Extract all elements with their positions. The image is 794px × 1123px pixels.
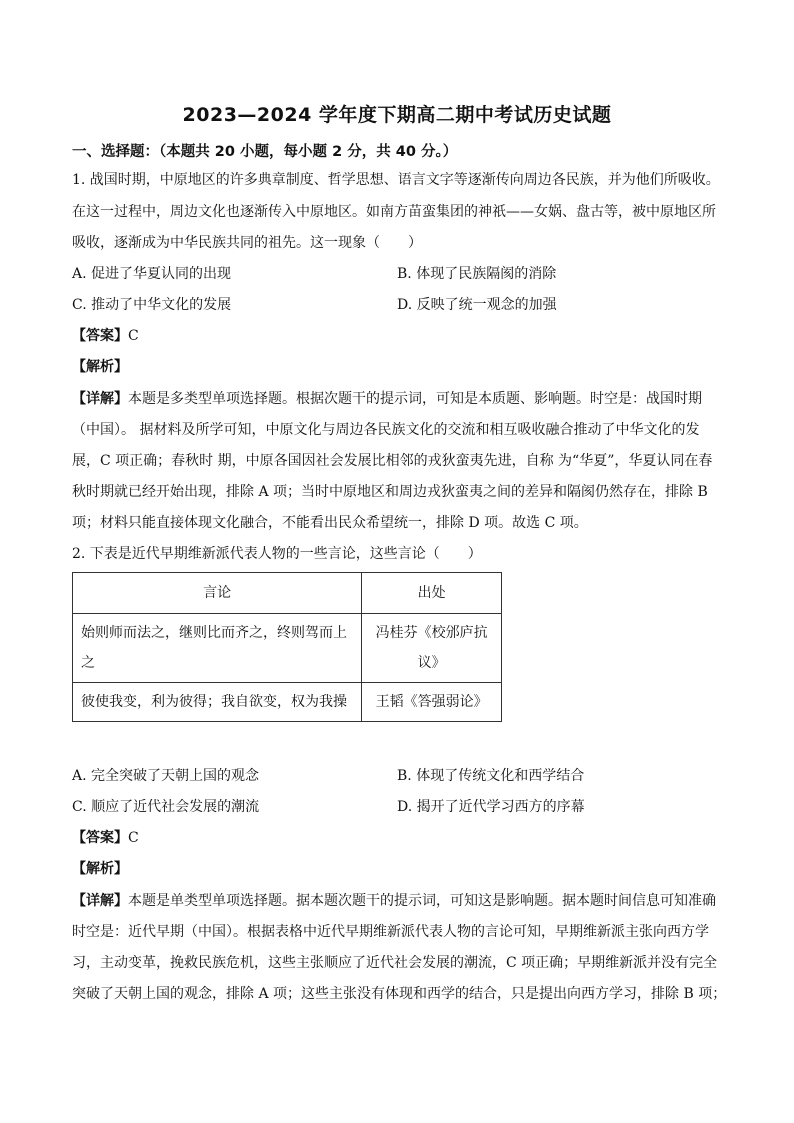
table-cell-quote: 彼使我变，利为彼得；我自欲变，权为我操: [73, 683, 362, 722]
q1-option-a: A. 促进了华夏认同的出现: [72, 266, 232, 282]
q1-stem-line-1: 1. 战国时期，中原地区的许多典章制度、哲学思想、语言文字等逐渐传向周边各民族，并为他们所吸收。: [72, 172, 720, 188]
q1-answer: [72, 326, 139, 346]
table-row: [73, 683, 502, 722]
section-heading: 一、选择题：（本题共 20 小题，每小题 2 分，共 40 分。）: [72, 144, 458, 160]
q2-detail-line-1: 【详解】本题是单类型单项选择题。据本题次题干的提示词，可知这是影响题。据本题时间信息可知准确: [72, 893, 716, 909]
q2-answer-value: C: [128, 830, 139, 846]
page-title: 2023—2024 学年度下期高二期中考试历史试题: [182, 104, 612, 126]
q1-stem-line-2: 在这一过程中，周边文化也逐渐传入中原地区。如南方苗蛮集团的神祇——女娲、盘古等，被中原地区所: [72, 204, 716, 220]
q1-answer-value: C: [128, 328, 139, 344]
table-cell-quote: 始则师而法之，继则比而齐之，终则驾而上之: [73, 614, 362, 683]
q2-option-c: C. 顺应了近代社会发展的潮流: [72, 799, 260, 815]
q1-answer-label: 【答案】: [72, 328, 128, 344]
table-cell-source: 冯桂芬《校邠庐抗议》: [362, 614, 502, 683]
q1-option-d: D. 反映了统一观念的加强: [397, 297, 557, 313]
q1-detail-line-5: 项；材料只能直接体现文化融合，不能看出民众希望统一，排除 D 项。故选 C 项。: [72, 515, 588, 531]
q2-option-a: A. 完全突破了天朝上国的观念: [72, 768, 260, 784]
table-header-quote: 言论: [73, 573, 362, 614]
q2-answer-label: 【答案】: [72, 830, 128, 846]
q1-detail-line-2: （中国）。 据材料及所学可知，中原文化与周边各民族文化的交流和相互吸收融合推动了中华文化的发: [72, 422, 700, 438]
q2-analysis-label: 【解析】: [72, 861, 128, 877]
q1-detail-line-3: 展，C 项正确；春秋时 期，中原各国因社会发展比相邻的戎狄蛮夷先进，自称 为“华夏”，华夏认同在春: [72, 453, 713, 469]
q1-option-c: C. 推动了中华文化的发展: [72, 297, 232, 313]
q2-stem: 2. 下表是近代早期维新派代表人物的一些言论，这些言论（ ）: [72, 546, 482, 562]
table-header-row: [73, 573, 502, 614]
q2-detail-line-3: 习，主动变革，挽救民族危机，这些主张顺应了近代社会发展的潮流，C 项正确；早期维新派并没有完全: [72, 955, 718, 971]
q2-option-d: D. 揭开了近代学习西方的序幕: [397, 799, 585, 815]
q1-option-b: B. 体现了民族隔阂的消除: [397, 266, 557, 282]
table-cell-source: 王韬《答强弱论》: [362, 683, 502, 722]
q1-detail-line-1: 【详解】本题是多类型单项选择题。根据次题干的提示词，可知是本质题、影响题。时空是：战国时期: [72, 391, 702, 407]
q1-analysis-label: 【解析】: [72, 359, 128, 375]
table-row: [73, 614, 502, 683]
q2-detail-label: 【详解】: [72, 893, 128, 909]
q1-stem-line-3: 吸收，逐渐成为中华民族共同的祖先。这一现象（ ）: [72, 235, 422, 251]
q2-detail-line-4: 突破了天朝上国的观念，排除 A 项；这些主张没有体现和西学的结合，只是提出向西方学习，排除 B 项；: [72, 986, 727, 1002]
q2-answer: [72, 828, 139, 848]
q2-option-b: B. 体现了传统文化和西学结合: [397, 768, 585, 784]
q2-detail-line-2: 时空是：近代早期（中国）。根据表格中近代早期维新派代表人物的言论可知，早期维新派主张向西方学: [72, 924, 709, 940]
q2-quote-table: [72, 572, 502, 722]
q1-detail-line-4: 秋时期就已经开始出现，排除 A 项；当时中原地区和周边戎狄蛮夷之间的差异和隔阂仍然存在，排除 B: [72, 484, 708, 500]
table-header-source: 出处: [362, 573, 502, 614]
q1-detail-label: 【详解】: [72, 391, 128, 407]
